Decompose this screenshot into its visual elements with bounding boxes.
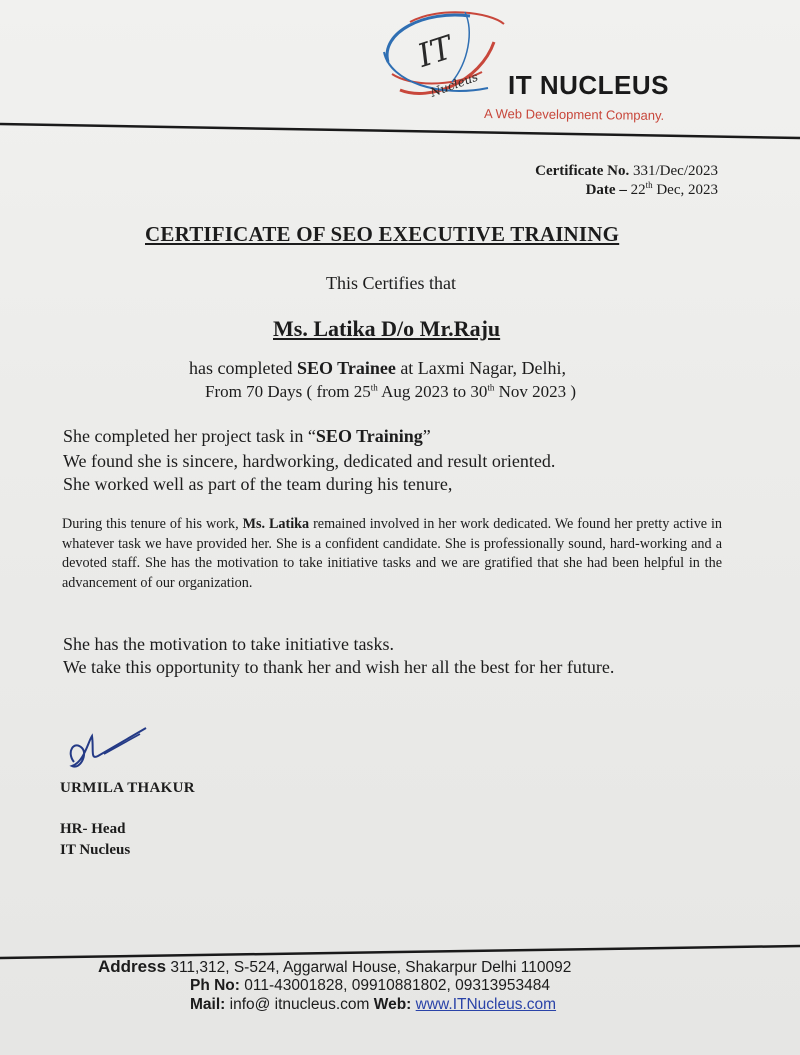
company-logo bbox=[370, 2, 510, 112]
signatory-organization: IT Nucleus bbox=[60, 842, 131, 858]
certificate-date: Date – 22th Dec, 2023 bbox=[585, 180, 718, 198]
svg-text:Nucleus: Nucleus bbox=[428, 69, 480, 100]
body-line-project: She completed her project task in “SEO Training” bbox=[63, 426, 431, 446]
signatory-name: URMILA THAKUR bbox=[60, 780, 195, 796]
duration-line: From 70 Days ( from 25th Aug 2023 to 30th Nov 2023 ) bbox=[205, 382, 577, 401]
body-line-motivation: She has the motivation to take initiative tasks. bbox=[63, 634, 394, 654]
completion-line: has completed SEO Trainee at Laxmi Nagar, Delhi, bbox=[189, 358, 567, 378]
body-line-wishes: We take this opportunity to thank her and wish her all the best for her future. bbox=[63, 657, 615, 677]
company-tagline: A Web Development Company. bbox=[483, 106, 665, 123]
body-line-qualities: We found she is sincere, hardworking, dedicated and result oriented. bbox=[63, 451, 556, 471]
footer-address: Address 311,312, S-524, Aggarwal House, Shakarpur Delhi 110092 bbox=[98, 957, 572, 976]
website-link[interactable]: www.ITNucleus.com bbox=[415, 996, 557, 1013]
company-name: IT NUCLEUS bbox=[508, 70, 669, 100]
body-line-team: She worked well as part of the team during his tenure, bbox=[63, 474, 453, 494]
intro-text: This Certifies that bbox=[326, 273, 456, 293]
header-divider bbox=[0, 122, 800, 142]
footer-phone: Ph No: 011-43001828, 09910881802, 09313953484 bbox=[190, 977, 550, 994]
body-paragraph: During this tenure of his work, Ms. Latika remained involved in her work dedicated. We found her pretty active in whatever task we have provided her. She is a confident candidate. She is professionally sound, hard-working and a devoted staff. She has the motivation to take initiative tasks and we are gratified that she had been helpful in the advancement of our organization. bbox=[62, 516, 723, 591]
footer-mail: Mail: info@ itnucleus.com Web: www.ITNucleus.com bbox=[190, 996, 557, 1013]
recipient-name: Ms. Latika D/o Mr.Raju bbox=[273, 316, 501, 341]
svg-text:IT: IT bbox=[413, 28, 458, 75]
certificate-title: CERTIFICATE OF SEO EXECUTIVE TRAINING bbox=[145, 222, 620, 246]
certificate-number: Certificate No. 331/Dec/2023 bbox=[535, 163, 718, 179]
signature-mark bbox=[62, 722, 152, 782]
signatory-designation: HR- Head bbox=[60, 821, 126, 837]
